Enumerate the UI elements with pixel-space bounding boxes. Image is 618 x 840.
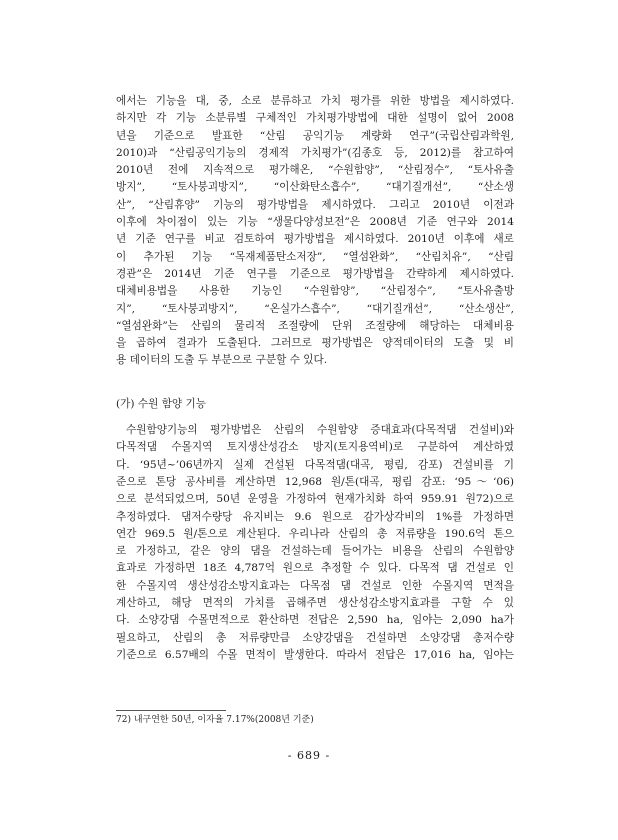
body-text [116, 93, 514, 664]
text-line: 수원함양기능의 평가방법은 산림의 수원함양 증대효과(다목적댐 건설비)와 [126, 424, 514, 437]
text-line: 한 수몰지역 생산성감소방지효과는 다목점 댐 건설로 인한 수몰지역 면적을 [116, 579, 514, 592]
text-line: 2010년 전에 지속적으로 평가해온, “수원함양”, “산림정수”, “토사유출 [116, 164, 514, 177]
text-line: 방지”, “토사붕괴방지”, “이산화탄소흡수”, “대기질개선”, “산소생 [116, 181, 514, 194]
text-line: 산”, “산림휴양” 기능의 평가방법을 제시하였다. 그리고 2010년 이전과 [116, 198, 514, 211]
paragraph-water-conservation [116, 422, 514, 664]
text-line: 이후에 차이점이 있는 기능 “생물다양성보전”은 2008년 기준 연구와 2014 [116, 216, 514, 229]
text-line: 에서는 기능을 대, 중, 소로 분류하고 가치 평가를 위한 방법을 제시하였다. [116, 95, 514, 107]
text-line: 효과로 가정하면 18조 4,787억 원으로 추정할 수 있다. 다목적 댐 건설로 인 [116, 562, 514, 575]
text-line: 하지만 각 기능 소분류별 구체적인 가치평가방법에 대한 설명이 없어 2008 [116, 112, 514, 125]
text-line: 년을 기준으로 발표한 “산림 공익기능 계량화 연구”(국립산림과학원, [116, 129, 514, 142]
text-line: 기준으로 6.57배의 수몰 면적이 발생한다. 따라서 전답은 17,016 ha, 임야는 [116, 648, 514, 661]
text-line: 다. ‘95년~’06년까지 실제 건설된 다목적댐(대곡, 평림, 감포) 건설비를 기 [116, 458, 514, 471]
page-number: - 689 - [287, 749, 331, 762]
text-line: 으로 분석되었으며, 50년 운영을 가정하여 현재가치화 하여 959.91 원72)으로 [116, 493, 514, 506]
text-line: 대체비용법을 사용한 기능인 “수원함양”, “산림정수”, “토사유출방 [116, 285, 514, 298]
text-line: 준으로 톤당 공사비를 계산하면 12,968 원/톤(대곡, 평림 감포: ‘95～‘06) [116, 475, 514, 488]
text-line: 다. 소양강댐 수몰면적으로 환산하면 전답은 2,590 ha, 임야는 2,090 ha가 [116, 614, 514, 627]
text-line: 추정하였다. 댐저수량당 유지비는 9.6 원으로 감가상각비의 1%를 가정하면 [116, 510, 514, 523]
text-line: 로 가정하고, 같은 양의 댐을 건설하는데 들어가는 비용을 산림의 수원함양 [116, 545, 514, 558]
text-line: 용 데이터의 도출 두 부분으로 구분할 수 있다. [116, 354, 328, 367]
text-line: “열섬완화”는 산림의 물리적 조절량에 단위 조절량에 해당하는 대체비용 [116, 319, 514, 332]
paragraph-intro [116, 93, 514, 370]
text-line: 다목적댐 수몰지역 토지생산성감소 방지(토지용역비)로 구분하여 계산하였 [116, 441, 514, 454]
text-line: 년 기준 연구를 비교 검토하여 평가방법을 제시하였다. 2010년 이후에 새로 [116, 233, 514, 246]
text-line: 을 곱하여 결과가 도출된다. 그러므로 평가방법은 양적데이터의 도출 및 비 [116, 337, 514, 350]
text-line: 지”, “토사붕괴방지”, “온실가스흡수”, “대기질개선”, “산소생산”, [116, 302, 514, 315]
footnote-divider [116, 710, 226, 711]
text-line: 경관”은 2014년 기준 연구를 기준으로 평가방법을 간략하게 제시하였다. [116, 267, 514, 280]
text-line: 필요하고, 산림의 총 저류량만큼 소양강댐을 건설하면 소양강댐 총저수량 [116, 631, 514, 644]
text-line: 계산하고, 해당 면적의 가치를 곱해주면 생산성감소방지효과를 구할 수 있 [116, 597, 514, 610]
section-heading: (가) 수원 함양 기능 [116, 397, 207, 410]
text-line: 이 추가된 기능 “목재제품탄소저장”, “열섬완화”, “산림치유”, “산림 [116, 250, 514, 263]
text-line: 연간 969.5 원/톤으로 계산된다. 우리나라 산림의 총 저류량을 190.6억 톤으 [116, 527, 514, 540]
text-line: 2010)과 “산림공익기능의 경제적 가치평가”(김종호 등, 2012)를 참고하여 [116, 146, 514, 159]
footnote: 72) 내구연한 50년, 이자율 7.17%(2008년 기준) [116, 715, 314, 725]
